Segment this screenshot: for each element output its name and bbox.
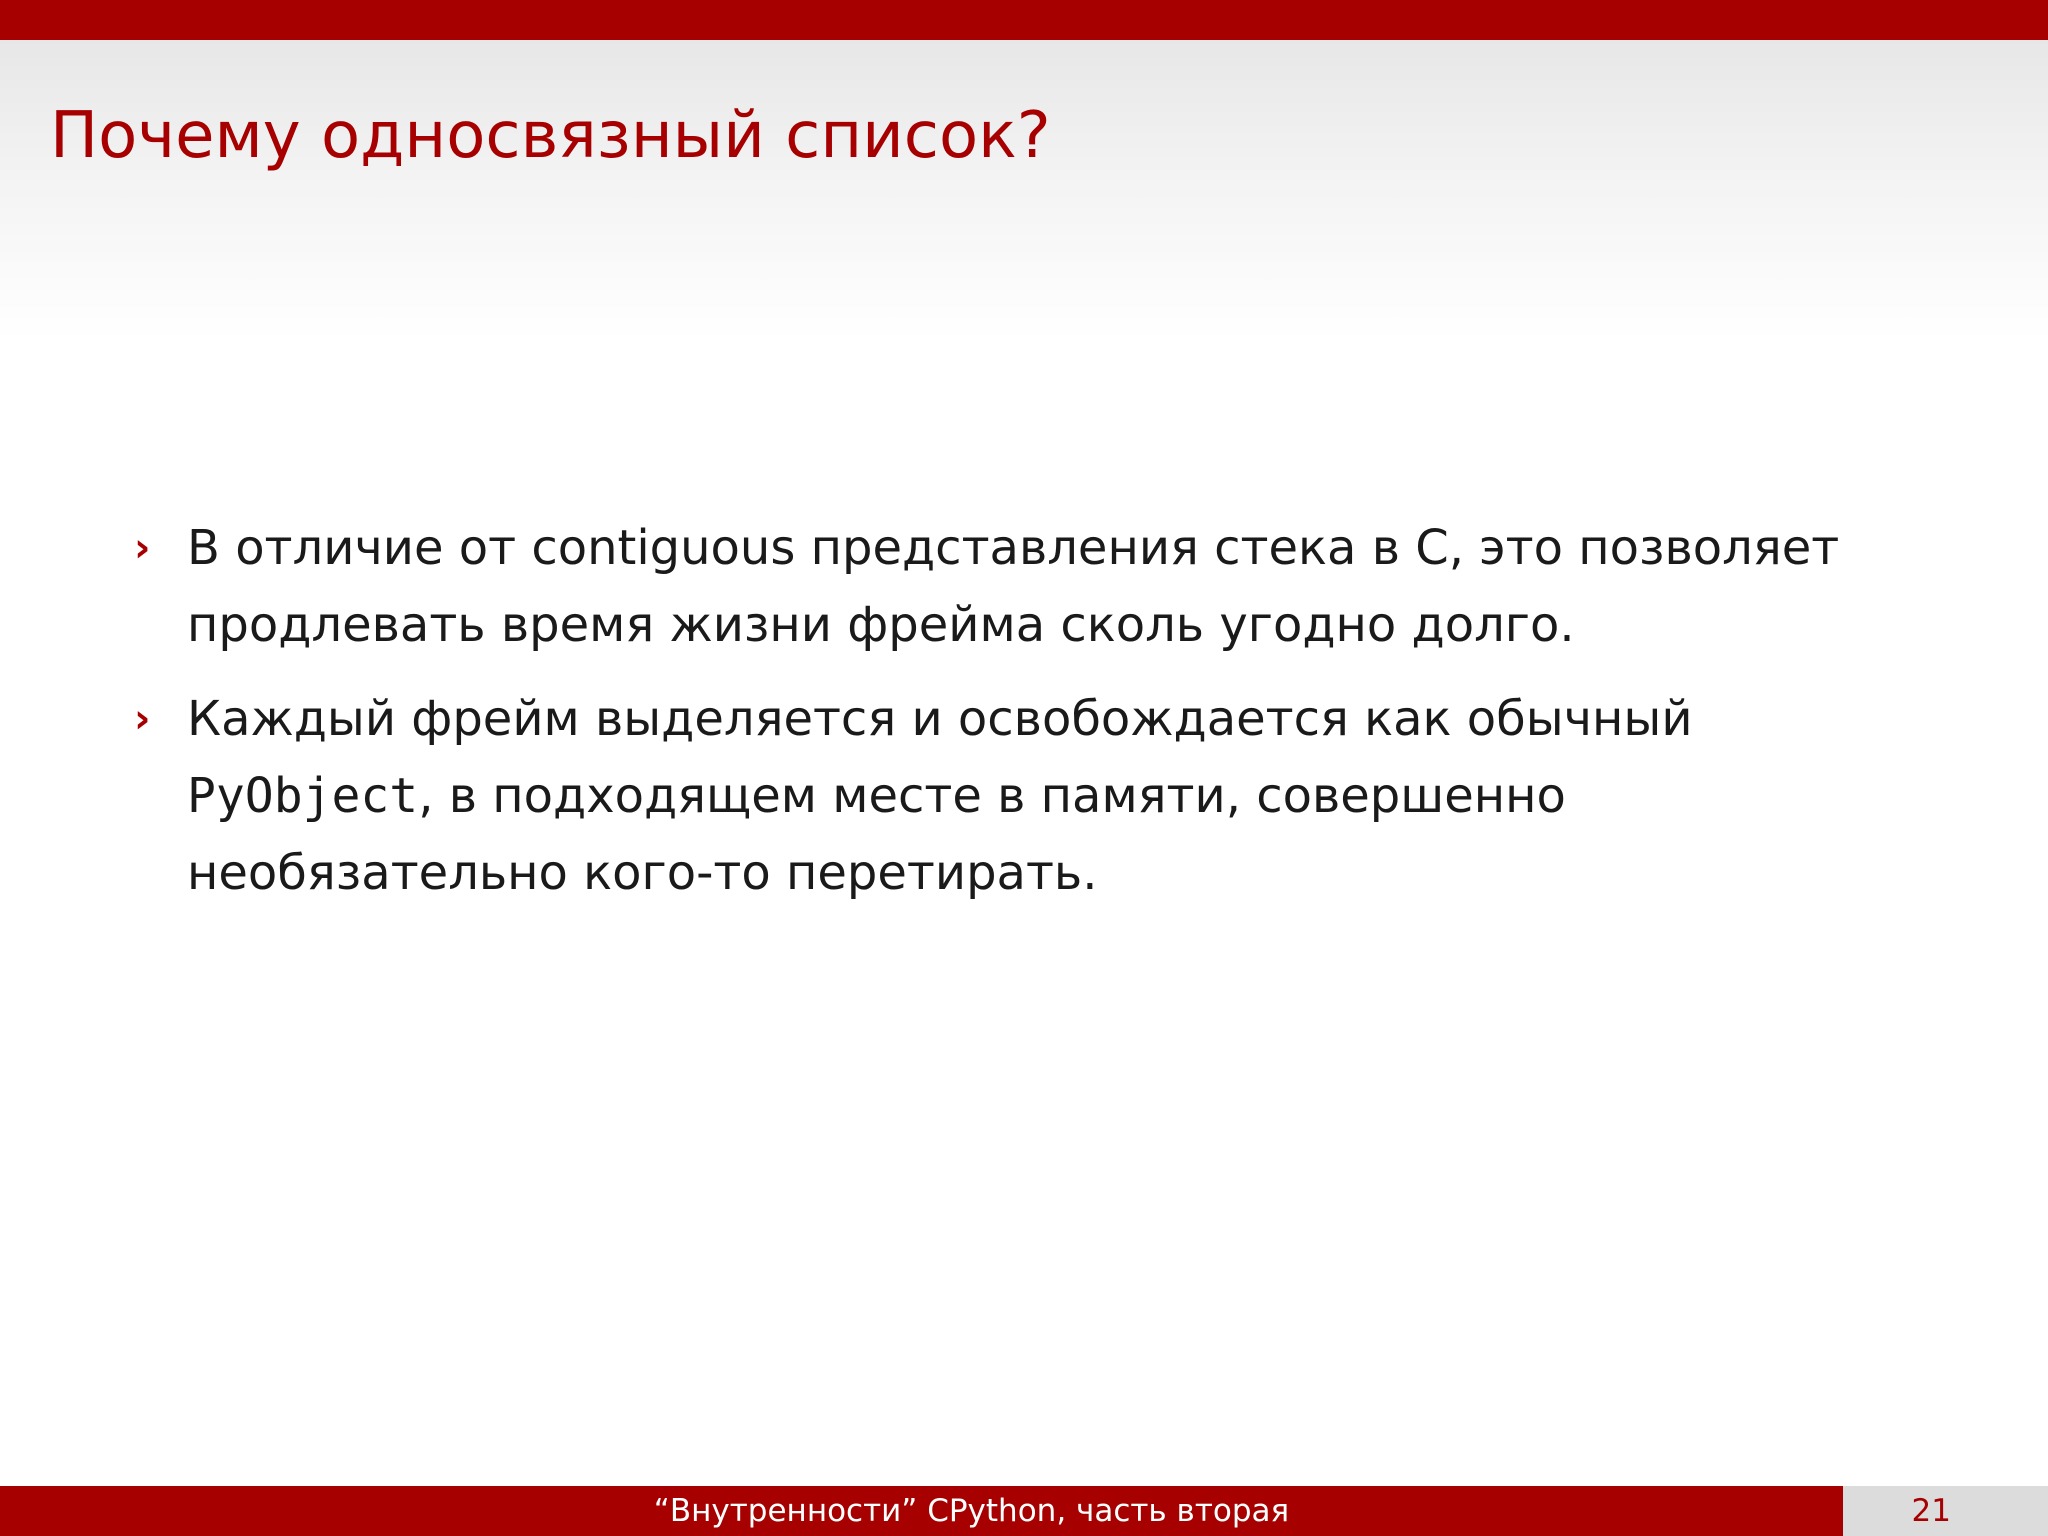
top-accent-bar <box>0 0 2048 40</box>
footer <box>0 1486 2048 1536</box>
code-snippet: PyObject <box>187 768 419 824</box>
page-number: 21 <box>1911 1493 1951 1529</box>
bullet-text: Каждый фрейм выделяется и освобождается как обычный <box>187 691 1693 747</box>
bullet-text: В отличие от contiguous представления стека в C, это позволяет продлевать время жизни фрейма сколь угодно долго. <box>187 520 1840 653</box>
bullet-arrow-icon: › <box>134 696 151 742</box>
slide-title: Почему односвязный список? <box>50 99 1051 173</box>
bullet-arrow-icon: › <box>134 525 151 571</box>
footer-page-box <box>1843 1486 2048 1536</box>
footer-title-bar <box>0 1486 1843 1536</box>
bullet-item-2 <box>132 681 1952 912</box>
slide-content <box>132 510 1952 929</box>
presentation-title: “Внутренности” CPython, часть вторая <box>653 1493 1290 1529</box>
bullet-text-continued: , в подходящем месте в памяти, совершенно необязательно кого-то перетирать. <box>187 768 1566 901</box>
bullet-list <box>132 510 1952 912</box>
header-band <box>0 40 2048 340</box>
bullet-item-1 <box>132 510 1952 664</box>
